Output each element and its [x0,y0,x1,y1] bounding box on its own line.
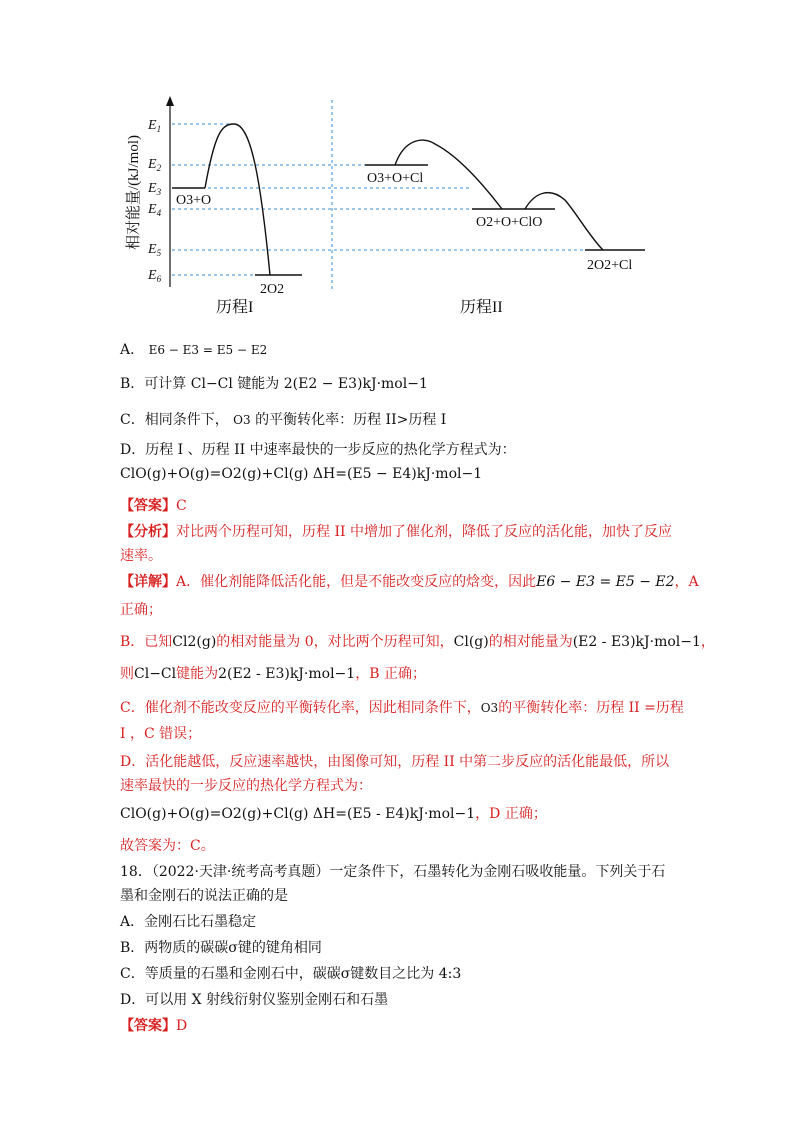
q18-option-c [120,964,461,984]
detail-c-species: O3 [480,701,499,715]
q17-conclusion [120,836,215,856]
process2-intermediate-label: O2+O+ClO [476,215,543,230]
option-c-species: O3 [233,413,251,427]
option-d-text: D．历程 I 、历程 II 中速率最快的一步反应的热化学方程式为： [120,442,516,458]
q18-stem-2: 墨和金刚石的说法正确的是 [120,888,288,904]
energy-profile-diagram [110,92,670,322]
detail-a-tail: ，A [674,574,699,590]
q17-answer [120,496,187,516]
q18-stem-1: 18．（2022·天津·统考高考真题）一定条件下，石墨转化为金刚石吸收能量。下列关于石 [120,864,666,880]
detail-a-text: A．催化剂能降低活化能，但是不能改变反应的焓变，因此 [176,574,537,590]
detail-b2-value: 2(E2 - E3)kJ·mol−1 [218,666,356,682]
option-b-value: 2(E2 − E3)kJ·mol−1 [283,376,428,392]
option-b-mid: 键能为 [237,376,280,392]
analysis-text-2: 速率。 [120,548,162,564]
detail-b2-mid: 键能为 [176,666,219,682]
q18-stem-line-1 [120,862,665,882]
detail-label: 【详解】 [120,574,176,590]
q17-option-b [120,374,428,394]
q18-stem-line-2 [120,886,288,906]
q17-option-c [120,410,446,430]
option-a-prefix: A． [120,342,145,358]
q17-detail-a-line-1 [120,572,699,592]
q18-answer [120,1016,187,1036]
process2-reactant-label: O3+O+Cl [367,171,424,186]
detail-c-pre: C．催化剂不能改变反应的平衡转化率，因此相同条件下， [120,700,481,716]
detail-b2-bond: Cl−Cl [134,666,177,682]
q17-detail-d-line-2 [120,776,372,796]
q18-option-d [120,990,388,1010]
option-b-bond: Cl−Cl [190,376,233,392]
detail-b2-pre: 则 [120,666,134,682]
y-axis-label: 相对能量/(kJ/mol) [126,135,142,250]
detail-a-correct: 正确； [120,602,162,618]
q18-answer-label: 【答案】 [120,1018,176,1034]
analysis-text-1: 对比两个历程可知，历程 II 中增加了催化剂，降低了反应的活化能，加快了反应 [176,524,672,540]
q17-detail-d-equation [120,804,547,824]
option-c-suffix: 的平衡转化率：历程 II>历程 I [255,412,447,428]
detail-c-tail: 的平衡转化率：历程 II =历程 [498,700,684,716]
process1-reactant-label: O3+O [176,193,212,208]
answer-value: C [176,498,187,514]
q17-detail-b-line-2 [120,664,426,684]
detail-d-text-1: D．活化能越低，反应速率越快，由图像可知，历程 II 中第二步反应的活化能最低，所以 [120,754,670,770]
detail-a-formula: E6 − E3 = E5 − E2 [536,574,675,590]
q18-option-b-text: B．两物质的碳碳σ键的键角相同 [120,940,322,956]
conclusion-text: 故答案为：C。 [120,838,215,854]
option-b-prefix: B．可计算 [120,376,187,392]
detail-b-pre: B．已知 [120,634,173,650]
detail-b-species-2: Cl(g) [453,634,489,650]
detail-d-text-2: 速率最快的一步反应的热化学方程式为： [120,778,372,794]
detail-b-mid: 的相对能量为 0，对比两个历程可知， [216,634,454,650]
process1-product-label: 2O2 [260,282,285,297]
process2-curve [365,140,645,250]
detail-d-equation: ClO(g)+O(g)=O2(g)+Cl(g) ΔH=(E5 - E4)kJ·mol−1 [120,806,476,822]
answer-label: 【答案】 [120,498,176,514]
q18-option-a-text: A．金刚石比石墨稳定 [120,914,257,930]
q17-option-d [120,440,516,460]
q18-option-c-text: C．等质量的石墨和金刚石中，碳碳σ键数目之比为 4:3 [120,966,462,982]
q17-option-d-equation [120,464,482,484]
process1-caption: 历程I [216,299,254,316]
level-label-e3: $E_3$ [148,181,162,197]
q18-option-d-text: D．可以用 X 射线衍射仪鉴别金刚石和石墨 [120,992,389,1008]
detail-c-wrong: I ，C 错误； [120,726,202,742]
q17-analysis-line-1 [120,522,672,542]
option-d-equation: ClO(g)+O(g)=O2(g)+Cl(g) ΔH=(E5 − E4)kJ·mol−1 [120,466,483,482]
process2-product-label: 2O2+Cl [587,258,633,273]
level-label-e6: $E_6$ [148,268,162,284]
detail-d-tail: ，D 正确； [475,806,547,822]
q18-option-b [120,938,322,958]
q17-detail-c-line-1 [120,698,684,718]
q17-detail-b-line-1 [120,632,715,652]
q17-option-a [120,340,267,360]
level-label-e5: $E_5$ [148,242,162,258]
detail-b-species: Cl2(g) [172,634,217,650]
process2-caption: 历程II [460,299,503,316]
q17-detail-d-line-1 [120,752,669,772]
detail-b-value: (E2 - E3)kJ·mol−1 [572,634,701,650]
detail-b-tail: ， [700,634,715,650]
option-c-prefix: C．相同条件下， [120,412,229,428]
level-label-e4: $E_4$ [148,202,162,218]
q18-answer-value: D [176,1018,188,1034]
detail-b2-tail: ，B 正确； [355,666,426,682]
energy-guides [172,100,585,292]
analysis-label: 【分析】 [120,524,176,540]
q18-option-a [120,912,256,932]
detail-b-mid-2: 的相对能量为 [488,634,573,650]
option-a-formula: E6 − E3 = E5 − E2 [148,343,268,357]
level-label-e1: $E_1$ [148,118,162,134]
q17-detail-c-line-2 [120,724,201,744]
q17-analysis-line-2 [120,546,162,566]
q17-detail-a-line-2 [120,600,162,620]
level-label-e2: $E_2$ [148,157,162,173]
